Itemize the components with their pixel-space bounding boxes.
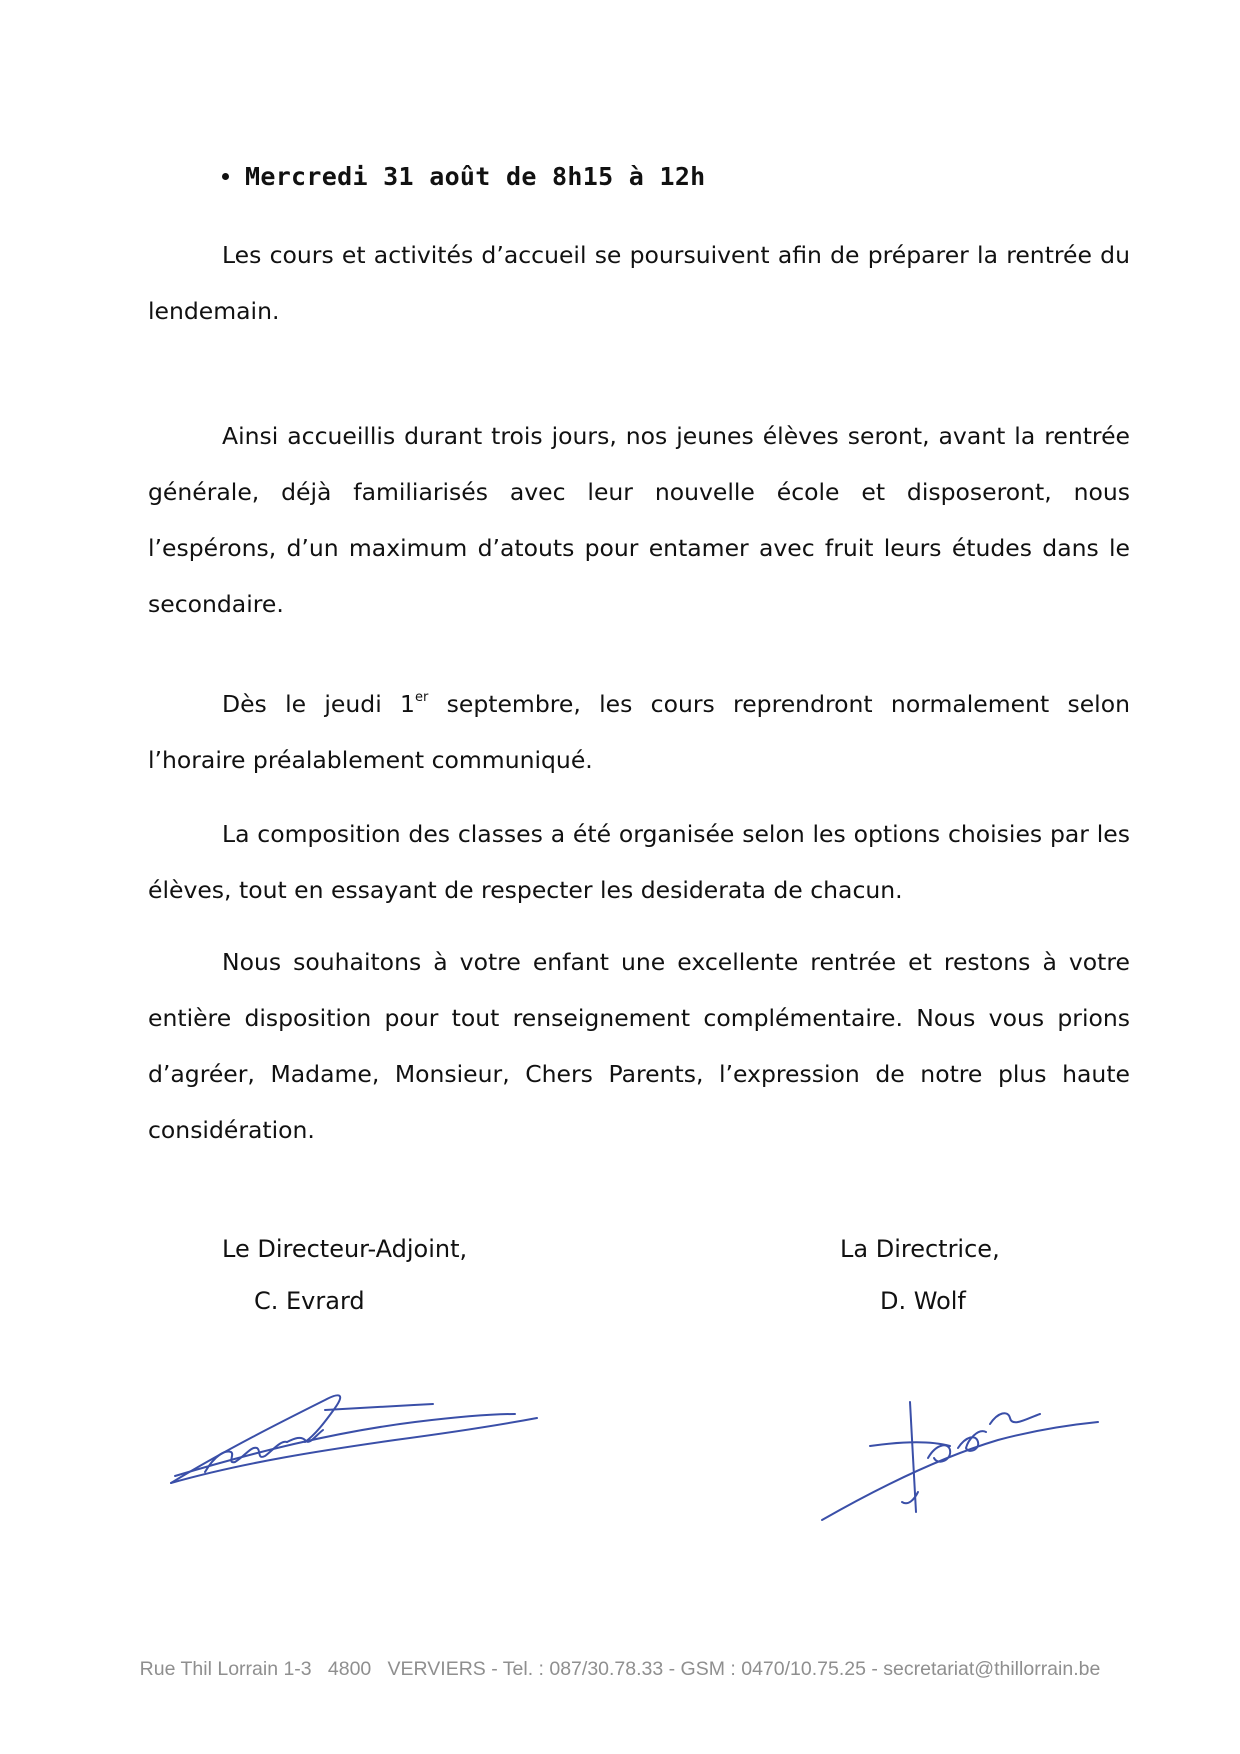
- signature-evrard: [165, 1380, 545, 1490]
- paragraph-4: La composition des classes a été organisée selon les options choisies par les élèves, tout en essayant de respecter les desiderata de chacun.: [148, 820, 1130, 904]
- signatory-right: [840, 1223, 1000, 1327]
- bullet-heading-text: Mercredi 31 août de 8h15 à 12h: [245, 162, 706, 191]
- signatory-right-name: D. Wolf: [880, 1287, 966, 1315]
- signatory-left-name: C. Evrard: [254, 1287, 365, 1315]
- signature-wolf: [818, 1388, 1108, 1528]
- signatory-left-title: Le Directeur-Adjoint,: [222, 1235, 468, 1263]
- signatory-right-title: La Directrice,: [840, 1235, 1000, 1263]
- footer-address: Rue Thil Lorrain 1-3 4800 VERVIERS - Tel. : 087/30.78.33 - GSM : 0470/10.75.25 - secretariat@thillorrain.be: [139, 1658, 1101, 1680]
- bullet-heading: [222, 162, 706, 191]
- paragraph-1: Les cours et activités d’accueil se poursuivent afin de préparer la rentrée du lendemain.: [148, 241, 1130, 325]
- paragraph-3: Dès le jeudi 1er septembre, les cours reprendront normalement selon l’horaire préalablement communiqué.: [148, 690, 1130, 774]
- paragraph-5: Nous souhaitons à votre enfant une excellente rentrée et restons à votre entière disposition pour tout renseignement complémentaire. Nous vous prions d’agréer, Madame, Monsieur, Chers Parents, l’expression de notre plus haute considération.: [148, 948, 1130, 1144]
- bullet-icon: [222, 173, 229, 180]
- signatory-left: [222, 1223, 467, 1327]
- paragraph-2: Ainsi accueillis durant trois jours, nos jeunes élèves seront, avant la rentrée générale, déjà familiarisés avec leur nouvelle école et disposeront, nous l’espérons, d’un maximum d’atouts pour entamer avec fruit leurs études dans le secondaire.: [148, 422, 1130, 618]
